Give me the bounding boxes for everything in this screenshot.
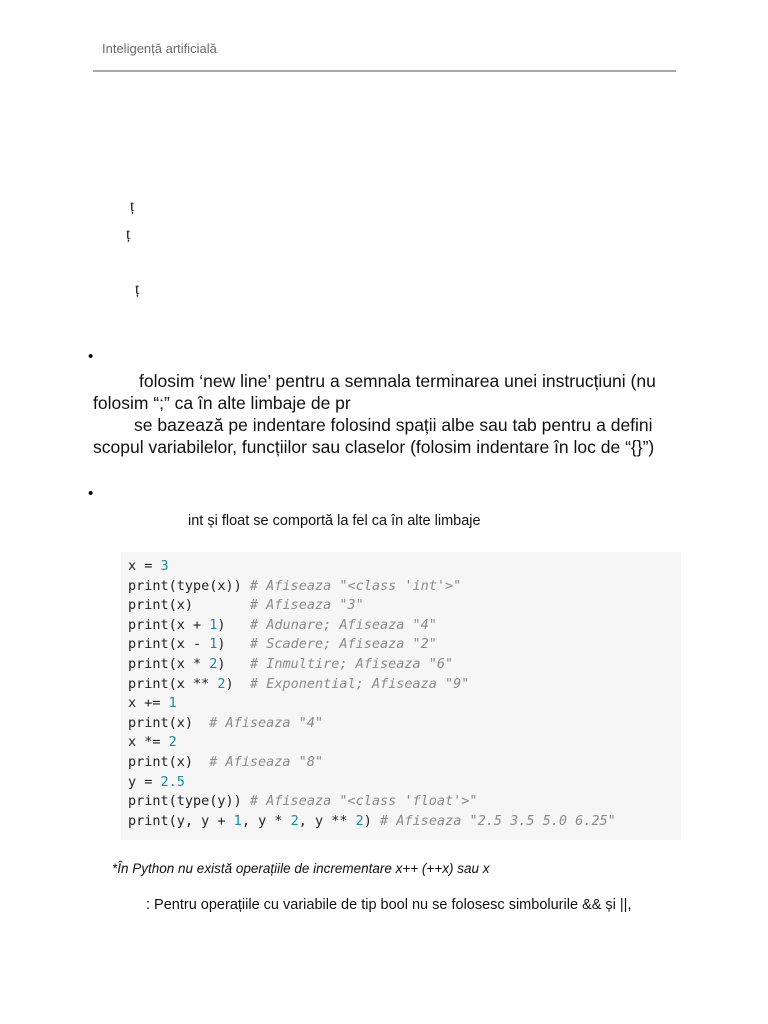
code-text: ) [225,675,250,692]
code-line [128,675,616,695]
code-comment: # Afiseaza "8" [209,753,324,770]
code-text: print(y, y + [128,812,234,829]
code-text: ) [217,636,250,653]
code-number: 1 [233,812,242,829]
header-divider [93,70,676,72]
code-line [128,733,616,753]
code-comment: # Afiseaza "<class 'int'>" [249,577,462,594]
code-text: print(type(x)) [128,577,250,594]
code-line [128,596,616,616]
code-comment: # Exponential; Afiseaza "9" [249,675,470,692]
code-comment: # Afiseaza "<class 'float'>" [249,793,478,810]
bullet-marker: • [88,348,94,365]
code-text: x += [128,695,169,712]
code-text: print(x - [128,636,210,653]
code-text: ) [363,812,381,829]
code-text: , y ** [298,812,356,829]
code-text: x *= [128,734,169,751]
bool-operators-line: : Pentru operațiile cu variabile de tip bool nu se folosesc simbolurile && și ||, [146,897,632,913]
code-comment: # Inmultire; Afiseaza "6" [249,655,454,672]
paragraph-line: folosim “;” ca în alte limbaje de pr [93,393,351,413]
code-line [128,773,616,793]
code-line [128,812,616,832]
code-line [128,694,616,714]
code-comment: # Afiseaza "4" [209,714,324,731]
stray-glyph: ț [130,198,135,215]
code-number: 1 [209,636,218,653]
code-number: 2 [355,812,364,829]
code-number: 1 [168,695,177,712]
paragraph-line: folosim ‘new line’ pentru a semnala terminarea unei instrucțiuni (nu [139,371,656,391]
code-comment: # Scadere; Afiseaza "2" [249,636,437,653]
code-number: 2 [209,655,218,672]
code-line [128,616,616,636]
code-text: print(x) [128,597,250,614]
code-line [128,557,616,577]
stray-glyph: ț [135,281,140,298]
code-text: x = [128,558,161,574]
code-comment: # Afiseaza "2.5 3.5 5.0 6.25" [380,812,616,829]
code-number: 2 [168,734,177,751]
code-line [128,655,616,675]
code-text: print(x * [128,655,210,672]
bullet-marker: • [88,485,94,502]
code-text: y = [128,773,161,790]
code-comment: # Adunare; Afiseaza "4" [249,616,437,633]
code-line [128,635,616,655]
code-number: 2 [217,675,226,692]
code-comment: # Afiseaza "3" [249,597,364,614]
code-line [128,753,616,773]
code-line [128,714,616,734]
page-header-title: Inteligență artificială [102,41,217,56]
code-text: print(x) [128,714,210,731]
code-listing [128,557,616,831]
code-line [128,577,616,597]
code-number: 1 [209,616,218,633]
code-text: ) [217,616,250,633]
paragraph-line: scopul variabilelor, funcțiilor sau claselor (folosim indentare în loc de “{}”) [93,437,655,457]
code-text: print(type(y)) [128,793,250,810]
code-line [128,792,616,812]
code-number: 3 [160,558,169,574]
stray-glyph: ț [126,226,131,243]
code-text: print(x ** [128,675,218,692]
code-number: 2 [290,812,299,829]
intro-line: int și float se comportă la fel ca în alte limbaje [188,513,481,529]
code-text: print(x) [128,753,210,770]
code-text: print(x + [128,616,210,633]
paragraph-line: se bazează pe indentare folosind spații albe sau tab pentru a defini [134,415,653,435]
code-number: 2.5 [160,773,185,790]
note-text: *În Python nu există operațiile de incrementare x++ (++x) sau x [112,861,490,876]
code-text: ) [217,655,250,672]
code-text: , y * [241,812,291,829]
